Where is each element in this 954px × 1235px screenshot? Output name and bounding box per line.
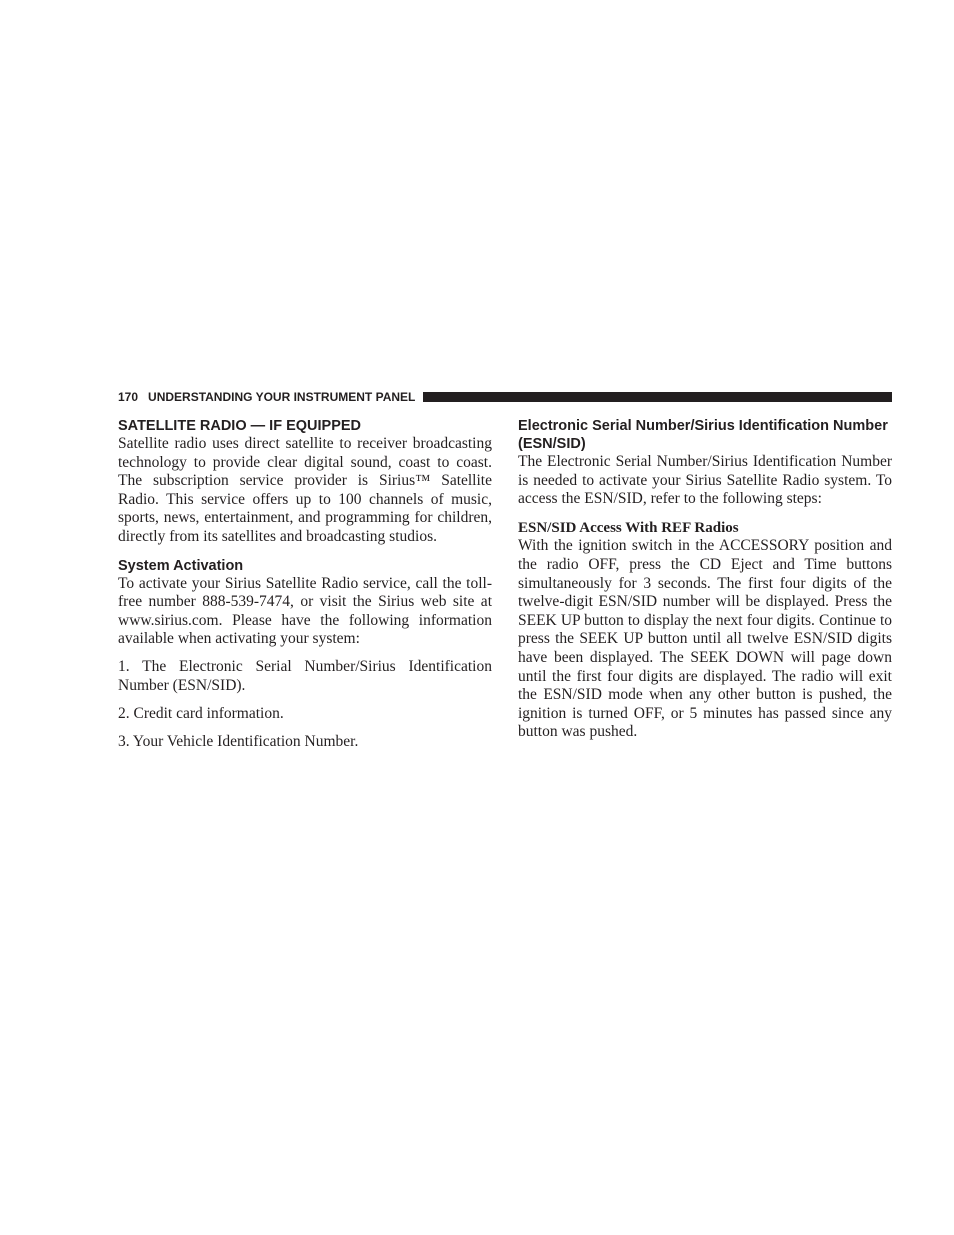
page-header (118, 389, 892, 405)
right-column (518, 417, 892, 742)
esn-sid-heading: Electronic Serial Number/Sirius Identification Number (ESN/SID) (518, 418, 888, 452)
satellite-radio-heading: SATELLITE RADIO — IF EQUIPPED (118, 418, 362, 434)
satellite-radio-intro: Satellite radio uses direct satellite to receiver broadcasting technology to provide clear digital sound, coast to coast. The subscription service provider is Sirius™ Satellite Radio. This service offers up to 100 channels of music, sports, news, entertainment, and programming for children, directly from its satellites and broadcasting studios. (118, 435, 492, 545)
header-rule (423, 392, 892, 402)
system-activation-heading: System Activation (118, 557, 244, 574)
ref-radios-subheading: ESN/SID Access With REF Radios (518, 519, 739, 536)
section-title: UNDERSTANDING YOUR INSTRUMENT PANEL (148, 390, 416, 404)
esn-sid-intro: The Electronic Serial Number/Sirius Identification Number is needed to activate your Sirius Satellite Radio system. To access the ESN/SID, refer to the following steps: (518, 453, 892, 508)
list-item: 3. Your Vehicle Identification Number. (118, 732, 359, 750)
left-column (118, 417, 492, 751)
page-number: 170 (118, 390, 139, 404)
list-item: 2. Credit card information. (118, 704, 284, 722)
system-activation-text: To activate your Sirius Satellite Radio service, call the toll-free number 888-539-7474, or visit the Sirius web site at www.sirius.com. Please have the following information available when activating your system: (118, 574, 492, 648)
ref-radios-instructions: With the ignition switch in the ACCESSORY position and the radio OFF, press the CD Eject and Time buttons simultaneously for 3 seconds. The first four digits of the twelve-digit ESN/SID number will be displayed. Press the SEEK UP button to display the next four digits. Continue to press the SEEK UP button until all twelve ESN/SID digits have been displayed. The SEEK DOWN will page down until the first four digits are displayed. The radio will exit the ESN/SID mode when any other button is pushed, the ignition is turned OFF, or 5 minutes has passed since any button was pushed. (518, 537, 892, 741)
list-item: 1. The Electronic Serial Number/Sirius Identification Number (ESN/SID). (118, 658, 492, 694)
